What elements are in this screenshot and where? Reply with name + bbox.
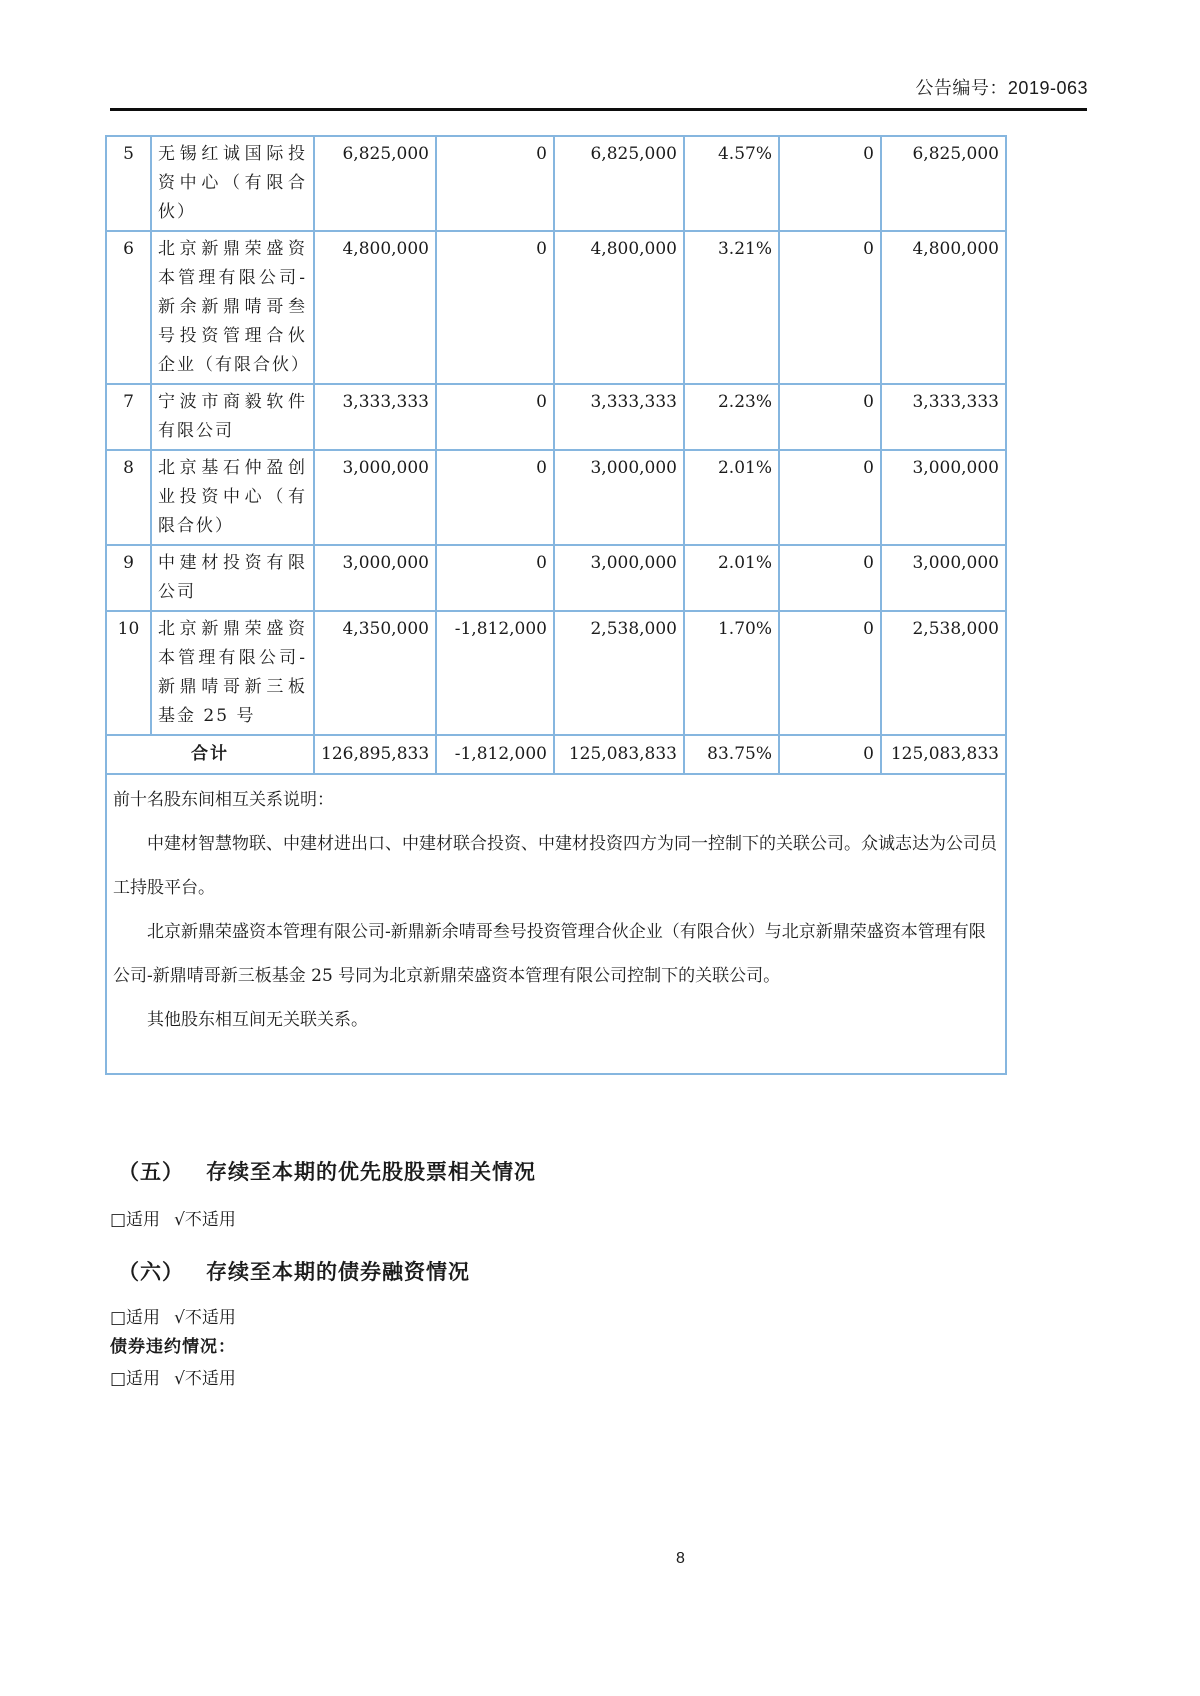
total-shares-end: 125,083,833 <box>554 735 684 774</box>
cell-shares_end: 3,000,000 <box>554 450 684 545</box>
cell-change: 0 <box>436 450 554 545</box>
cell-pledged: 0 <box>779 231 881 384</box>
notes-paragraph: 中建材智慧物联、中建材进出口、中建材联合投资、中建材投资四方为同一控制下的关联公司。众诚志达为公司员工持股平台。 <box>113 834 997 898</box>
total-change: -1,812,000 <box>436 735 554 774</box>
cell-final: 3,000,000 <box>881 545 1006 611</box>
doc-number: 公告编号：2019-063 <box>915 78 1088 98</box>
total-pledged: 0 <box>779 735 881 774</box>
cell-final: 3,000,000 <box>881 450 1006 545</box>
table-row <box>106 231 1006 384</box>
cell-shares_end: 3,000,000 <box>554 545 684 611</box>
cell-no: 7 <box>106 384 151 450</box>
table-row <box>106 136 1006 231</box>
cell-no: 8 <box>106 450 151 545</box>
cell-name: 中建材投资有限公司 <box>151 545 314 611</box>
cell-change: 0 <box>436 231 554 384</box>
relationship-notes-cell <box>106 774 1006 1074</box>
cell-pledged: 0 <box>779 611 881 735</box>
cell-name: 北京基石仲盈创业投资中心（有限合伙） <box>151 450 314 545</box>
total-label: 合计 <box>106 735 314 774</box>
cell-no: 5 <box>106 136 151 231</box>
cell-final: 4,800,000 <box>881 231 1006 384</box>
table-footer-rows <box>106 735 1006 1074</box>
cell-change: 0 <box>436 384 554 450</box>
header-rule <box>110 108 1087 111</box>
cell-change: 0 <box>436 545 554 611</box>
cell-shares_end: 3,333,333 <box>554 384 684 450</box>
relationship-notes-row <box>106 774 1006 1074</box>
bond-default-label: 债券违约情况： <box>110 1337 236 1357</box>
cell-shares_begin: 4,350,000 <box>314 611 436 735</box>
cell-shares_begin: 4,800,000 <box>314 231 436 384</box>
cell-pledged: 0 <box>779 545 881 611</box>
cell-final: 6,825,000 <box>881 136 1006 231</box>
section-6-prefix: （六） <box>118 1259 184 1284</box>
cell-shares_end: 4,800,000 <box>554 231 684 384</box>
cell-pledged: 0 <box>779 450 881 545</box>
section-6-title: 存续至本期的债券融资情况 <box>206 1259 470 1284</box>
notes-title: 前十名股东间相互关系说明： <box>113 790 334 810</box>
cell-change: 0 <box>436 136 554 231</box>
table-row <box>106 611 1006 735</box>
check-not-applicable: √不适用 <box>174 1210 236 1230</box>
cell-no: 6 <box>106 231 151 384</box>
cell-final: 3,333,333 <box>881 384 1006 450</box>
cell-pledged: 0 <box>779 136 881 231</box>
notes-paragraph: 其他股东相互间无关联关系。 <box>147 1010 368 1030</box>
check-not-applicable: √不适用 <box>174 1308 236 1328</box>
cell-change: -1,812,000 <box>436 611 554 735</box>
bond-default-applicability <box>110 1364 236 1389</box>
top-shareholders-table <box>105 135 1007 1075</box>
table-row <box>106 545 1006 611</box>
cell-shares_end: 6,825,000 <box>554 136 684 231</box>
checkbox-applicable-unchecked: □适用 <box>110 1210 161 1230</box>
cell-shares_begin: 3,333,333 <box>314 384 436 450</box>
section-6-heading <box>118 1256 470 1286</box>
page-number: 8 <box>676 1550 685 1567</box>
cell-pct: 2.01% <box>684 545 779 611</box>
notes-paragraph: 北京新鼎荣盛资本管理有限公司-新鼎新余啨哥叁号投资管理合伙企业（有限合伙）与北京新鼎荣盛资本管理有限公司-新鼎啨哥新三板基金 25 号同为北京新鼎荣盛资本管理有限公司控制下的关联公司。 <box>113 922 986 986</box>
cell-pct: 1.70% <box>684 611 779 735</box>
cell-pct: 2.01% <box>684 450 779 545</box>
cell-name: 宁波市商毅软件有限公司 <box>151 384 314 450</box>
cell-no: 10 <box>106 611 151 735</box>
table-row <box>106 384 1006 450</box>
cell-pct: 2.23% <box>684 384 779 450</box>
cell-shares_begin: 3,000,000 <box>314 450 436 545</box>
total-final: 125,083,833 <box>881 735 1006 774</box>
cell-shares_begin: 6,825,000 <box>314 136 436 231</box>
check-not-applicable: √不适用 <box>174 1369 236 1389</box>
cell-name: 北京新鼎荣盛资本管理有限公司-新鼎啨哥新三板基金 25 号 <box>151 611 314 735</box>
total-percent: 83.75% <box>684 735 779 774</box>
cell-pledged: 0 <box>779 384 881 450</box>
section-5-title: 存续至本期的优先股股票相关情况 <box>206 1159 536 1184</box>
section-5-heading <box>118 1156 536 1186</box>
total-row <box>106 735 1006 774</box>
checkbox-applicable-unchecked: □适用 <box>110 1308 161 1328</box>
checkbox-applicable-unchecked: □适用 <box>110 1369 161 1389</box>
cell-shares_end: 2,538,000 <box>554 611 684 735</box>
section-5-prefix: （五） <box>118 1159 184 1184</box>
section-6-applicability <box>110 1303 236 1328</box>
shareholder-rows <box>106 136 1006 735</box>
cell-name: 无锡红诚国际投资中心（有限合伙） <box>151 136 314 231</box>
cell-shares_begin: 3,000,000 <box>314 545 436 611</box>
cell-pct: 3.21% <box>684 231 779 384</box>
table-row <box>106 450 1006 545</box>
cell-name: 北京新鼎荣盛资本管理有限公司-新余新鼎啨哥叁号投资管理合伙企业（有限合伙） <box>151 231 314 384</box>
section-5-applicability <box>110 1205 236 1230</box>
total-shares-begin: 126,895,833 <box>314 735 436 774</box>
cell-no: 9 <box>106 545 151 611</box>
cell-pct: 4.57% <box>684 136 779 231</box>
cell-final: 2,538,000 <box>881 611 1006 735</box>
